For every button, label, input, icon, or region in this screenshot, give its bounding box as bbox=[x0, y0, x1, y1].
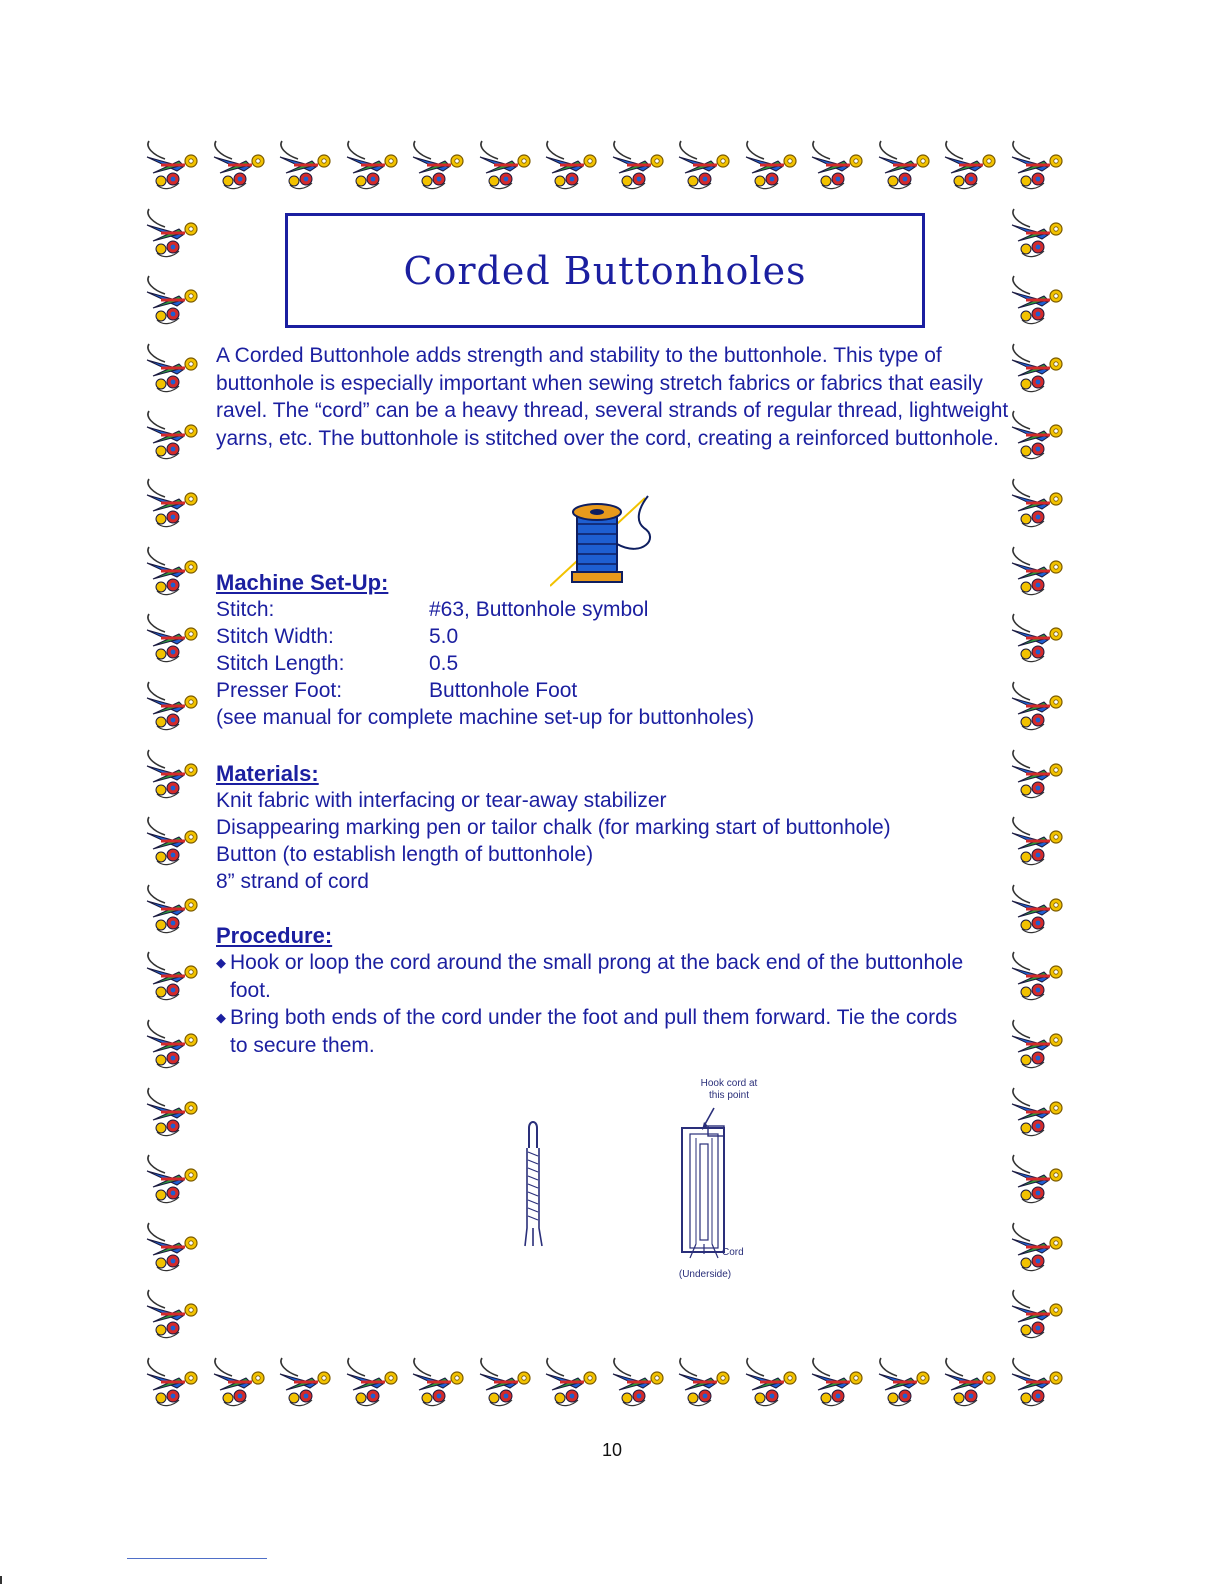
scissors-border-icon bbox=[276, 135, 340, 195]
page-number: 10 bbox=[601, 1440, 623, 1460]
scissors-border-icon bbox=[210, 135, 274, 195]
procedure-step-text: Hook or loop the cord around the small prong at the back end of the buttonhole foot. bbox=[230, 951, 964, 1002]
scissors-border-icon bbox=[409, 1352, 473, 1412]
setup-value: 0.5 bbox=[429, 652, 459, 675]
setup-label: Stitch Length: bbox=[216, 652, 345, 675]
scissors-border-icon bbox=[1008, 879, 1072, 939]
scissors-border-icon bbox=[476, 135, 540, 195]
scissors-border-icon bbox=[1008, 270, 1072, 330]
setup-label: Presser Foot: bbox=[216, 679, 343, 702]
materials-item: Knit fabric with interfacing or tear-away stabilizer bbox=[216, 789, 667, 812]
diamond-bullet-icon: ◆ bbox=[216, 955, 226, 970]
scissors-border-icon bbox=[143, 676, 207, 736]
scissors-border-icon bbox=[1008, 405, 1072, 465]
setup-row-length bbox=[216, 650, 459, 677]
scan-edge-mark bbox=[0, 1576, 2, 1584]
scissors-border-icon bbox=[1008, 1284, 1072, 1344]
scissors-border-icon bbox=[143, 541, 207, 601]
scissors-border-icon bbox=[143, 405, 207, 465]
scissors-border-icon bbox=[143, 744, 207, 804]
scissors-border-icon bbox=[143, 1352, 207, 1412]
setup-note: (see manual for complete machine set-up for buttonholes) bbox=[216, 706, 755, 729]
scissors-border-icon bbox=[143, 608, 207, 668]
scissors-border-icon bbox=[143, 946, 207, 1006]
scissors-border-icon bbox=[143, 811, 207, 871]
scissors-border-icon bbox=[143, 879, 207, 939]
setup-row-stitch bbox=[216, 596, 649, 623]
scissors-border-icon bbox=[1008, 744, 1072, 804]
page-title: Corded Buttonholes bbox=[403, 248, 807, 293]
setup-value: Buttonhole Foot bbox=[429, 679, 578, 702]
setup-value: 5.0 bbox=[429, 625, 459, 648]
setup-label: Stitch Width: bbox=[216, 625, 334, 648]
scissors-border-icon bbox=[210, 1352, 274, 1412]
procedure-step bbox=[216, 1004, 976, 1059]
thread-spool-icon bbox=[550, 488, 665, 588]
scissors-border-icon bbox=[1008, 1082, 1072, 1142]
title-box bbox=[285, 213, 925, 328]
scissors-border-icon bbox=[609, 1352, 673, 1412]
scissors-border-icon bbox=[675, 135, 739, 195]
scissors-border-icon bbox=[1008, 676, 1072, 736]
scissors-border-icon bbox=[609, 135, 673, 195]
scissors-border-icon bbox=[1008, 135, 1072, 195]
materials-heading: Materials: bbox=[216, 761, 319, 786]
scissors-border-icon bbox=[1008, 203, 1072, 263]
scissors-border-icon bbox=[143, 1082, 207, 1142]
scissors-border-icon bbox=[1008, 1149, 1072, 1209]
scissors-border-icon bbox=[1008, 473, 1072, 533]
materials-item: Button (to establish length of buttonhole) bbox=[216, 843, 594, 866]
scissors-border-icon bbox=[476, 1352, 540, 1412]
scissors-border-icon bbox=[1008, 811, 1072, 871]
scissors-border-icon bbox=[1008, 608, 1072, 668]
scissors-border-icon bbox=[1008, 541, 1072, 601]
scissors-border-icon bbox=[808, 1352, 872, 1412]
cord-label: Cord bbox=[722, 1247, 744, 1258]
scissors-border-icon bbox=[143, 338, 207, 398]
procedure-step-text: Bring both ends of the cord under the foot and pull them forward. Tie the cords to secure them. bbox=[230, 1006, 958, 1057]
scissors-border-icon bbox=[542, 135, 606, 195]
scissors-border-icon bbox=[1008, 1352, 1072, 1412]
buttonhole-foot-icon bbox=[670, 1104, 740, 1264]
materials-item: Disappearing marking pen or tailor chalk (for marking start of buttonhole) bbox=[216, 816, 891, 839]
scissors-border-icon bbox=[875, 1352, 939, 1412]
intro-paragraph: A Corded Buttonhole adds strength and stability to the buttonhole. This type of buttonhole is especially important when sewing stretch fabrics or fabrics that easily ravel. The “cord” can be a heavy thread, several strands of regular thread, lightweight yarns, etc. The buttonhole is stitched over the cord, creating a reinforced buttonhole. bbox=[216, 344, 1009, 450]
scissors-border-icon bbox=[143, 270, 207, 330]
setup-value: #63, Buttonhole symbol bbox=[429, 598, 649, 621]
scissors-border-icon bbox=[1008, 1217, 1072, 1277]
procedure-heading: Procedure: bbox=[216, 923, 333, 948]
footer-divider bbox=[127, 1558, 267, 1559]
hook-label: Hook cord at this point bbox=[700, 1078, 758, 1101]
scissors-border-icon bbox=[143, 1149, 207, 1209]
machine-setup-heading: Machine Set-Up: bbox=[216, 570, 389, 595]
materials-item: 8” strand of cord bbox=[216, 870, 369, 893]
underside-label: (Underside) bbox=[678, 1269, 732, 1280]
scissors-border-icon bbox=[143, 1014, 207, 1074]
scissors-border-icon bbox=[941, 135, 1005, 195]
scissors-border-icon bbox=[143, 203, 207, 263]
scissors-border-icon bbox=[143, 135, 207, 195]
setup-row-width bbox=[216, 623, 459, 650]
setup-row-foot bbox=[216, 677, 578, 704]
scissors-border-icon bbox=[343, 1352, 407, 1412]
procedure-step bbox=[216, 949, 976, 1004]
scissors-border-icon bbox=[742, 135, 806, 195]
setup-label: Stitch: bbox=[216, 598, 275, 621]
scissors-border-icon bbox=[343, 135, 407, 195]
scissors-border-icon bbox=[742, 1352, 806, 1412]
cord-sketch-icon bbox=[518, 1118, 548, 1250]
scissors-border-icon bbox=[875, 135, 939, 195]
scissors-border-icon bbox=[143, 1217, 207, 1277]
scissors-border-icon bbox=[1008, 338, 1072, 398]
diamond-bullet-icon: ◆ bbox=[216, 1010, 226, 1025]
scissors-border-icon bbox=[143, 1284, 207, 1344]
scissors-border-icon bbox=[542, 1352, 606, 1412]
scissors-border-icon bbox=[808, 135, 872, 195]
scissors-border-icon bbox=[143, 473, 207, 533]
scissors-border-icon bbox=[1008, 1014, 1072, 1074]
scissors-border-icon bbox=[1008, 946, 1072, 1006]
scissors-border-icon bbox=[941, 1352, 1005, 1412]
scissors-border-icon bbox=[409, 135, 473, 195]
scissors-border-icon bbox=[276, 1352, 340, 1412]
scissors-border-icon bbox=[675, 1352, 739, 1412]
